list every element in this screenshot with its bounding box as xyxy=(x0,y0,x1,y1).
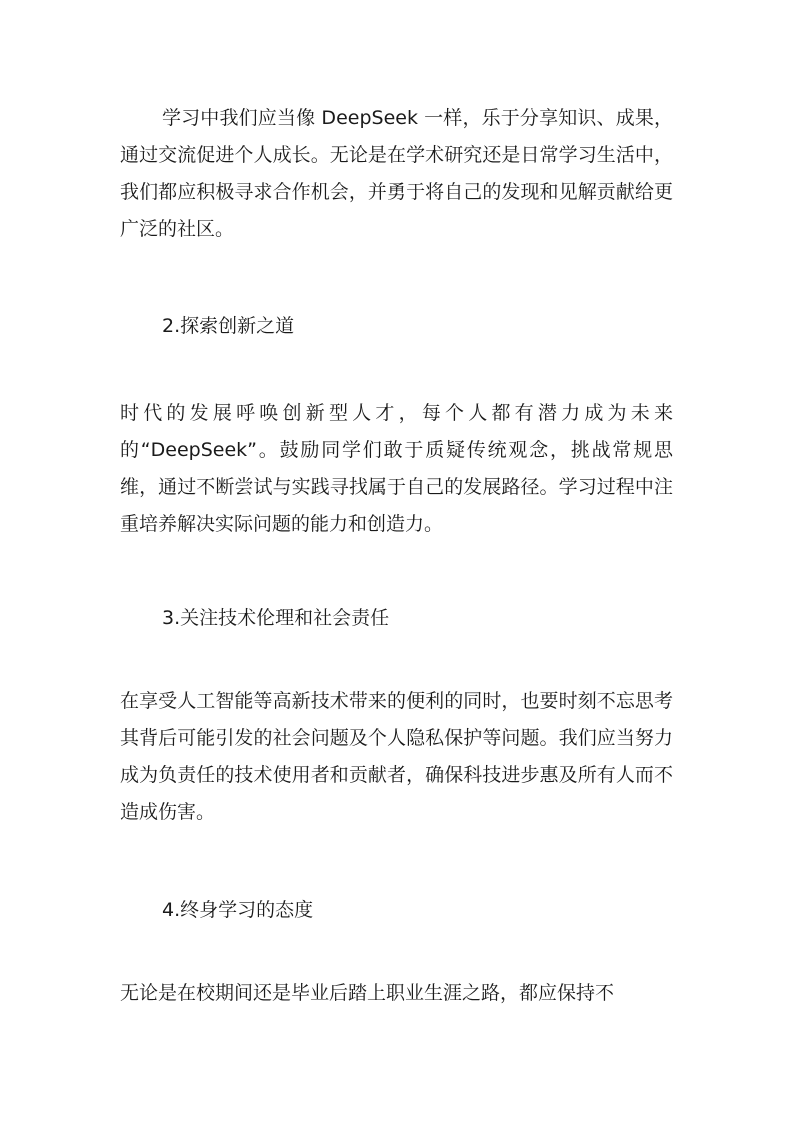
paragraph-innovation: 时代的发展呼唤创新型人才，每个人都有潜力成为未来的“DeepSeek”。鼓励同学们敢于质疑传统观念，挑战常规思维，通过不断尝试与实践寻找属于自己的发展路径。学习过程中注重培养解决实际问题的能力和创造力。 xyxy=(120,402,673,535)
paragraph-sharing-knowledge: 学习中我们应当像 DeepSeek 一样，乐于分享知识、成果，通过交流促进个人成长。无论是在学术研究还是日常学习生活中，我们都应积极寻求合作机会，并勇于将自己的发现和见解贡献给更广泛的社区。 xyxy=(120,107,673,240)
section-heading-ethics: 3.关注技术伦理和社会责任 xyxy=(162,607,390,629)
section-heading-lifelong-learning: 4.终身学习的态度 xyxy=(162,899,314,921)
section-heading-innovation: 2.探索创新之道 xyxy=(162,315,295,337)
paragraph-lifelong-learning: 无论是在校期间还是毕业后踏上职业生涯之路，都应保持不 xyxy=(120,982,615,1004)
paragraph-ethics: 在享受人工智能等高新技术带来的便利的同时，也要时刻不忘思考其背后可能引发的社会问题及个人隐私保护等问题。我们应当努力成为负责任的技术使用者和贡献者，确保科技进步惠及所有人而不造成伤害。 xyxy=(120,690,673,823)
